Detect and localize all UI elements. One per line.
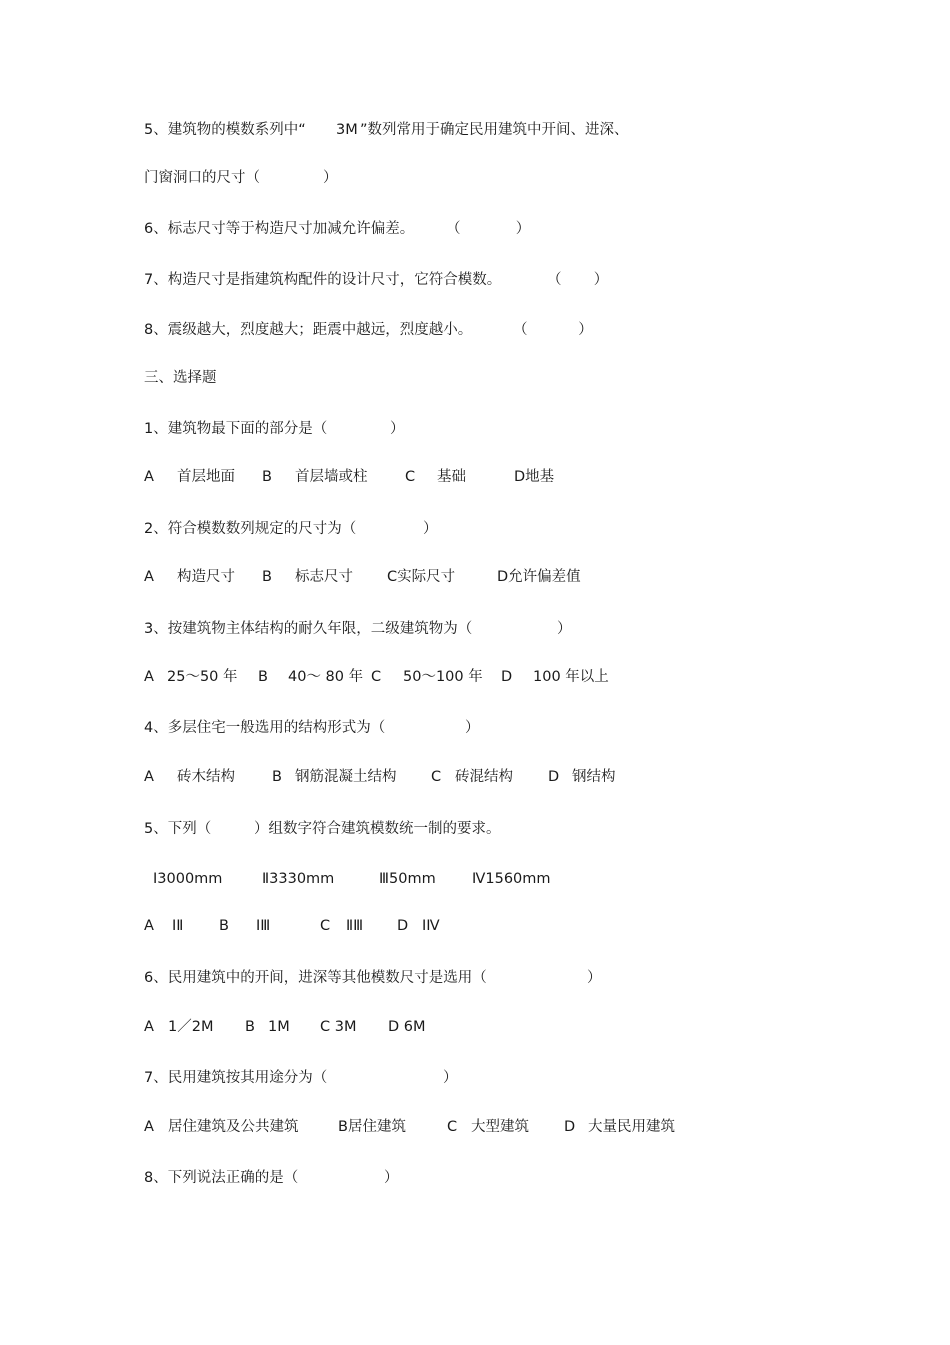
q2-stem: 2、符合模数数列规定的尺寸为（	[144, 521, 357, 537]
q3-option-c-text: 50～100 年	[403, 669, 483, 685]
q1-option-d: D地基	[514, 469, 555, 485]
q8-text: 8、震级越大，烈度越大；距震中越远，烈度越小。	[144, 322, 473, 338]
q6-stem-close: ）	[587, 970, 602, 986]
q5-option-b-text: ⅠⅢ	[256, 918, 271, 934]
q3-option-d-letter: D	[501, 669, 513, 685]
q7-option-c-letter: C	[447, 1119, 458, 1135]
q7-stem: 7、民用建筑按其用途分为（	[144, 1070, 328, 1086]
q7-paren: （ ）	[547, 272, 609, 288]
q1-option-b-letter: B	[262, 469, 272, 485]
q7-stem-close: ）	[443, 1070, 458, 1086]
q6-stem: 6、民用建筑中的开间，进深等其他模数尺寸是选用（	[144, 970, 487, 986]
q5-item-1: Ⅰ3000mm	[153, 871, 223, 887]
q6-paren: （ ）	[446, 221, 531, 237]
choice-q8-stem	[0, 1168, 399, 1248]
q6-option-b-text: 1M	[268, 1019, 290, 1035]
q7-option-c-text: 大型建筑	[471, 1119, 529, 1135]
q2-option-b-letter: B	[262, 569, 272, 585]
q5-text-a: 5、建筑物的模数系列中“	[144, 122, 306, 138]
q5-option-c-text: ⅡⅢ	[346, 918, 364, 934]
q3-option-c-letter: C	[371, 669, 382, 685]
q4-stem: 4、多层住宅一般选用的结构形式为（	[144, 720, 386, 736]
q4-option-b-letter: B	[272, 769, 282, 785]
q1-option-c-letter: C	[405, 469, 416, 485]
q1-option-a-letter: A	[144, 469, 154, 485]
q5-option-b-letter: B	[219, 918, 229, 934]
q2-option-c: C实际尺寸	[387, 569, 456, 585]
q6-option-d: D 6M	[388, 1019, 426, 1035]
q8-paren: （ ）	[513, 322, 593, 338]
q4-option-c-letter: C	[431, 769, 442, 785]
q3-option-b-text: 40～ 80 年	[288, 669, 364, 685]
q2-option-a-letter: A	[144, 569, 154, 585]
q1-option-a-text: 首层地面	[177, 469, 235, 485]
q1-stem-close: ）	[390, 421, 405, 437]
q5-text-b: 3M	[336, 122, 358, 138]
q5-stem: 5、下列（	[144, 821, 212, 837]
q5-option-a-letter: A	[144, 918, 154, 934]
q6-text: 6、标志尺寸等于构造尺寸加减允许偏差。	[144, 221, 415, 237]
q5-line2-text: 门窗洞口的尺寸（	[144, 170, 260, 186]
q6-option-b-letter: B	[245, 1019, 255, 1035]
q7-option-a-text: 居住建筑及公共建筑	[168, 1119, 299, 1135]
q5-line2-close: ）	[323, 170, 338, 186]
q4-option-a-letter: A	[144, 769, 154, 785]
q5-item-2: Ⅱ3330mm	[262, 871, 335, 887]
q3-stem: 3、按建筑物主体结构的耐久年限，二级建筑物为（	[144, 621, 473, 637]
q5-option-d-letter: D	[397, 918, 409, 934]
q4-stem-close: ）	[465, 720, 480, 736]
q4-option-d-text: 钢结构	[572, 769, 616, 785]
q5-option-c-letter: C	[320, 918, 331, 934]
q4-option-d-letter: D	[548, 769, 560, 785]
q5-stem-close: ）组数字符合建筑模数统一制的要求。	[254, 821, 501, 837]
q2-option-b-text: 标志尺寸	[295, 569, 353, 585]
q7-option-a-letter: A	[144, 1119, 154, 1135]
q3-option-a-text: 25～50 年	[167, 669, 238, 685]
q6-option-a-text: 1／2M	[168, 1019, 214, 1035]
q7-option-d-text: 大量民用建筑	[588, 1119, 675, 1135]
q3-stem-close: ）	[557, 621, 572, 637]
q7-text: 7、构造尺寸是指建筑构配件的设计尺寸，它符合模数。	[144, 272, 502, 288]
q5-text-c: ”数列常用于确定民用建筑中开间、进深、	[360, 122, 629, 138]
q5-item-4: Ⅳ1560mm	[472, 871, 551, 887]
q3-option-b-letter: B	[258, 669, 268, 685]
q4-option-b-text: 钢筋混凝土结构	[295, 769, 397, 785]
q1-option-c-text: 基础	[437, 469, 466, 485]
q6-option-a-letter: A	[144, 1019, 154, 1035]
q2-option-a-text: 构造尺寸	[177, 569, 235, 585]
q7-option-d-letter: D	[564, 1119, 576, 1135]
q4-option-a-text: 砖木结构	[177, 769, 235, 785]
q8-stem-close: ）	[384, 1170, 399, 1186]
q2-stem-close: ）	[423, 521, 438, 537]
q6-option-c: C 3M	[320, 1019, 357, 1035]
q3-option-d-text: 100 年以上	[533, 669, 609, 685]
q1-option-b-text: 首层墙或柱	[295, 469, 368, 485]
q3-option-a-letter: A	[144, 669, 154, 685]
q5-item-3: Ⅲ50mm	[379, 871, 436, 887]
q4-option-c-text: 砖混结构	[455, 769, 513, 785]
q2-option-d: D允许偏差值	[497, 569, 581, 585]
q8-stem: 8、下列说法正确的是（	[144, 1170, 299, 1186]
q7-option-b: B居住建筑	[338, 1119, 406, 1135]
q5-option-d-text: ⅠⅣ	[422, 918, 440, 934]
q5-option-a-text: ⅠⅡ	[172, 918, 184, 934]
section-title-text: 三、选择题	[144, 370, 217, 386]
q1-stem: 1、建筑物最下面的部分是（	[144, 421, 328, 437]
